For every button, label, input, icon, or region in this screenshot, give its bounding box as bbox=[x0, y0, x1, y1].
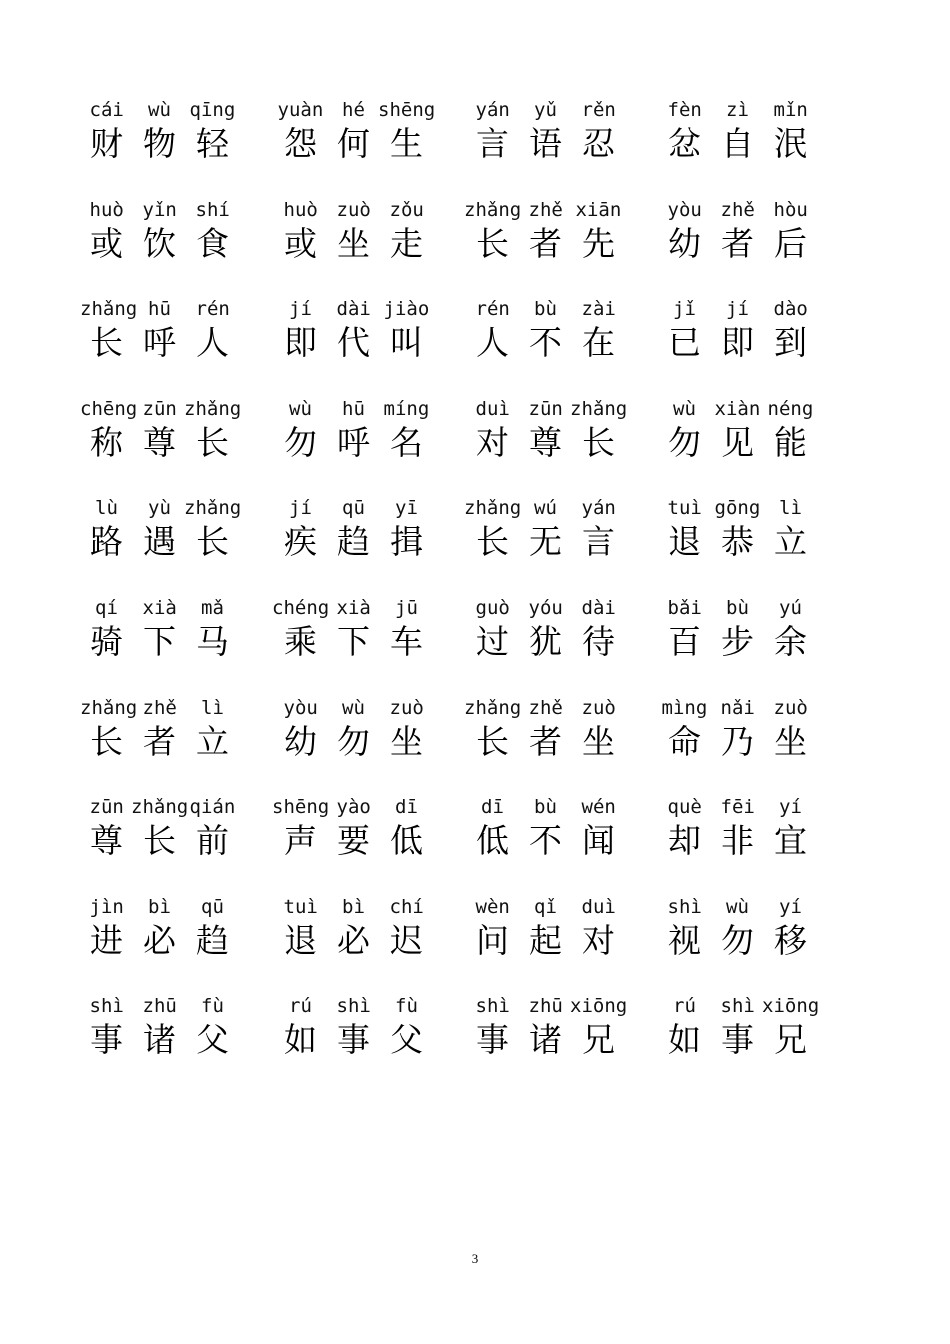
pinyin-syllable: guò bbox=[475, 597, 510, 619]
hanzi-character: 父 bbox=[196, 1020, 229, 1060]
hanzi-character: 尊 bbox=[529, 422, 562, 462]
hanzi-character: 即 bbox=[284, 323, 317, 363]
hanzi-character: 前 bbox=[196, 821, 229, 861]
hanzi-character: 路 bbox=[90, 522, 123, 562]
pinyin-syllable: zuò bbox=[581, 696, 616, 719]
hanzi-character: 却 bbox=[668, 821, 701, 861]
hanzi-character: 对 bbox=[476, 422, 509, 462]
hanzi-character: 诸 bbox=[529, 1020, 562, 1060]
pinyin-syllable: zhě bbox=[720, 198, 755, 221]
pinyin-syllable: néng bbox=[767, 397, 814, 420]
pinyin-syllable: yòu bbox=[667, 198, 702, 221]
pinyin-syllable: hé bbox=[342, 99, 365, 121]
hanzi-character: 趋 bbox=[196, 920, 229, 960]
pinyin-syllable: rú bbox=[673, 995, 696, 1018]
pinyin-syllable: chēng bbox=[80, 397, 138, 420]
pinyin-syllable: wèn bbox=[475, 895, 510, 918]
pinyin-syllable: dài bbox=[581, 597, 616, 619]
hanzi-character: 趋 bbox=[337, 522, 370, 562]
hanzi-character: 不 bbox=[529, 323, 562, 363]
hanzi-character: 宜 bbox=[774, 821, 807, 861]
hanzi-character: 兄 bbox=[582, 1020, 615, 1060]
hanzi-character: 诸 bbox=[143, 1020, 176, 1060]
hanzi-character: 坐 bbox=[774, 721, 807, 761]
verse-line bbox=[0, 198, 950, 298]
pinyin-syllable: bù bbox=[534, 298, 557, 321]
hanzi-character: 长 bbox=[476, 721, 509, 761]
hanzi-character: 事 bbox=[337, 1020, 370, 1060]
hanzi-character: 能 bbox=[774, 422, 807, 462]
hanzi-character: 乃 bbox=[721, 721, 754, 761]
pinyin-syllable: yán bbox=[581, 497, 616, 520]
pinyin-syllable: wù bbox=[726, 895, 749, 918]
pinyin-syllable: zhǎng bbox=[184, 497, 242, 520]
hanzi-character: 幼 bbox=[668, 223, 701, 263]
hanzi-character: 问 bbox=[476, 920, 509, 960]
pinyin-syllable: xiān bbox=[575, 198, 622, 221]
hanzi-character: 先 bbox=[582, 223, 615, 263]
pinyin-syllable: zhǎng bbox=[80, 298, 138, 321]
pinyin-syllable: zūn bbox=[89, 796, 124, 819]
hanzi-character: 称 bbox=[90, 422, 123, 462]
pinyin-syllable: wú bbox=[534, 497, 557, 520]
hanzi-character: 勿 bbox=[721, 920, 754, 960]
hanzi-character: 尊 bbox=[90, 821, 123, 861]
pinyin-syllable: jìn bbox=[89, 895, 124, 918]
pinyin-syllable: fèn bbox=[667, 99, 702, 121]
pinyin-syllable: qū bbox=[201, 895, 224, 918]
hanzi-character: 百 bbox=[668, 622, 701, 661]
hanzi-character: 退 bbox=[668, 522, 701, 562]
hanzi-character: 恭 bbox=[721, 522, 754, 562]
hanzi-character: 幼 bbox=[284, 721, 317, 761]
hanzi-character: 长 bbox=[476, 223, 509, 263]
hanzi-character: 人 bbox=[196, 323, 229, 363]
pinyin-syllable: yào bbox=[336, 796, 371, 819]
pinyin-syllable: shì bbox=[336, 995, 371, 1018]
hanzi-character: 或 bbox=[284, 223, 317, 263]
hanzi-character: 或 bbox=[90, 223, 123, 263]
pinyin-syllable: zhǎng bbox=[570, 397, 628, 420]
pinyin-syllable: qí bbox=[95, 597, 118, 619]
pinyin-syllable: jǐ bbox=[673, 298, 696, 321]
pinyin-syllable: xiōng bbox=[762, 995, 820, 1018]
hanzi-character: 不 bbox=[529, 821, 562, 861]
pinyin-syllable: zhǎng bbox=[131, 796, 189, 819]
hanzi-character: 者 bbox=[721, 223, 754, 263]
hanzi-character: 疾 bbox=[284, 522, 317, 562]
hanzi-character: 勿 bbox=[284, 422, 317, 462]
hanzi-character: 待 bbox=[582, 622, 615, 661]
hanzi-character: 者 bbox=[529, 223, 562, 263]
hanzi-character: 言 bbox=[582, 522, 615, 562]
pinyin-syllable: bù bbox=[534, 796, 557, 819]
pinyin-syllable: shí bbox=[195, 198, 230, 221]
hanzi-character: 视 bbox=[668, 920, 701, 960]
pinyin-syllable: zhě bbox=[528, 198, 563, 221]
pinyin-syllable: shì bbox=[475, 995, 510, 1018]
pinyin-syllable: wù bbox=[289, 397, 312, 420]
verse-line bbox=[0, 98, 950, 198]
pinyin-syllable: yù bbox=[148, 497, 171, 520]
pinyin-syllable: qū bbox=[342, 497, 365, 520]
hanzi-character: 长 bbox=[196, 422, 229, 462]
hanzi-character: 步 bbox=[721, 622, 754, 661]
pinyin-syllable: fēi bbox=[720, 796, 755, 819]
hanzi-character: 下 bbox=[337, 622, 370, 661]
pinyin-syllable: gōng bbox=[714, 497, 761, 520]
pinyin-syllable: shēng bbox=[378, 99, 436, 121]
pinyin-syllable: bì bbox=[148, 895, 171, 918]
hanzi-character: 进 bbox=[90, 920, 123, 960]
pinyin-syllable: shì bbox=[89, 995, 124, 1018]
pinyin-syllable: yòu bbox=[283, 696, 318, 719]
pinyin-syllable: dài bbox=[336, 298, 371, 321]
pinyin-syllable: wù bbox=[673, 397, 696, 420]
pinyin-syllable: dī bbox=[481, 796, 504, 819]
pinyin-syllable: qǐ bbox=[534, 895, 557, 918]
pinyin-syllable: huò bbox=[89, 198, 124, 221]
pinyin-syllable: rén bbox=[475, 298, 510, 321]
pinyin-syllable: zūn bbox=[528, 397, 563, 420]
pinyin-syllable: zì bbox=[726, 99, 749, 121]
hanzi-character: 呼 bbox=[143, 323, 176, 363]
pinyin-syllable: yí bbox=[779, 895, 802, 918]
pinyin-syllable: mìng bbox=[661, 696, 708, 719]
pinyin-syllable: lì bbox=[779, 497, 802, 520]
hanzi-character: 在 bbox=[582, 323, 615, 363]
hanzi-character: 退 bbox=[284, 920, 317, 960]
hanzi-character: 物 bbox=[143, 124, 176, 163]
pinyin-syllable: hū bbox=[342, 397, 365, 420]
hanzi-character: 事 bbox=[476, 1020, 509, 1060]
hanzi-character: 必 bbox=[143, 920, 176, 960]
pinyin-syllable: zǒu bbox=[389, 198, 424, 221]
hanzi-character: 食 bbox=[196, 223, 229, 263]
hanzi-character: 勿 bbox=[668, 422, 701, 462]
hanzi-character: 车 bbox=[390, 622, 423, 661]
hanzi-character: 饮 bbox=[143, 223, 176, 263]
hanzi-character: 立 bbox=[774, 522, 807, 562]
hanzi-character: 长 bbox=[143, 821, 176, 861]
hanzi-character: 何 bbox=[337, 124, 370, 163]
pinyin-syllable: jí bbox=[289, 298, 312, 321]
pinyin-syllable: rú bbox=[289, 995, 312, 1018]
pinyin-syllable: yuàn bbox=[277, 99, 324, 121]
pinyin-syllable: mǐn bbox=[773, 99, 808, 121]
hanzi-character: 勿 bbox=[337, 721, 370, 761]
hanzi-character: 者 bbox=[529, 721, 562, 761]
hanzi-character: 泯 bbox=[774, 124, 807, 163]
hanzi-character: 声 bbox=[284, 821, 317, 861]
pinyin-syllable: wù bbox=[148, 99, 171, 121]
hanzi-character: 代 bbox=[337, 323, 370, 363]
pinyin-syllable: duì bbox=[475, 397, 510, 420]
pinyin-syllable: zhǎng bbox=[464, 497, 522, 520]
hanzi-character: 见 bbox=[721, 422, 754, 462]
pinyin-syllable: xiōng bbox=[570, 995, 628, 1018]
hanzi-character: 如 bbox=[284, 1020, 317, 1060]
hanzi-character: 起 bbox=[529, 920, 562, 960]
pinyin-syllable: lù bbox=[95, 497, 118, 520]
pinyin-syllable: zhǎng bbox=[464, 198, 522, 221]
pinyin-syllable: rěn bbox=[581, 99, 616, 121]
pinyin-syllable: fù bbox=[201, 995, 224, 1018]
verse-line bbox=[0, 895, 950, 995]
verse-line bbox=[0, 994, 950, 1094]
hanzi-character: 言 bbox=[476, 124, 509, 163]
hanzi-character: 长 bbox=[90, 323, 123, 363]
hanzi-character: 父 bbox=[390, 1020, 423, 1060]
hanzi-character: 揖 bbox=[390, 522, 423, 562]
hanzi-character: 如 bbox=[668, 1020, 701, 1060]
pinyin-syllable: jí bbox=[726, 298, 749, 321]
pinyin-syllable: tuì bbox=[667, 497, 702, 520]
hanzi-character: 要 bbox=[337, 821, 370, 861]
hanzi-character: 余 bbox=[774, 622, 807, 661]
verse-line bbox=[0, 795, 950, 895]
hanzi-character: 移 bbox=[774, 920, 807, 960]
verse-line bbox=[0, 397, 950, 497]
pinyin-syllable: dào bbox=[773, 298, 808, 321]
hanzi-character: 走 bbox=[390, 223, 423, 263]
hanzi-character: 遇 bbox=[143, 522, 176, 562]
hanzi-character: 尊 bbox=[143, 422, 176, 462]
hanzi-character: 迟 bbox=[390, 920, 423, 960]
pinyin-syllable: chéng bbox=[272, 597, 330, 619]
hanzi-character: 对 bbox=[582, 920, 615, 960]
pinyin-syllable: wù bbox=[342, 696, 365, 719]
verse-line bbox=[0, 596, 950, 696]
pinyin-syllable: huò bbox=[283, 198, 318, 221]
hanzi-character: 忿 bbox=[668, 124, 701, 163]
pinyin-syllable: zhǎng bbox=[184, 397, 242, 420]
pinyin-syllable: hòu bbox=[773, 198, 808, 221]
pinyin-syllable: shì bbox=[667, 895, 702, 918]
pinyin-syllable: hū bbox=[148, 298, 171, 321]
hanzi-character: 已 bbox=[668, 323, 701, 363]
hanzi-character: 非 bbox=[721, 821, 754, 861]
pinyin-syllable: xiàn bbox=[714, 397, 761, 420]
hanzi-character: 长 bbox=[196, 522, 229, 562]
pinyin-syllable: qīng bbox=[189, 99, 236, 121]
pinyin-syllable: míng bbox=[383, 397, 430, 420]
pinyin-syllable: cái bbox=[89, 99, 124, 121]
hanzi-character: 犹 bbox=[529, 622, 562, 661]
hanzi-character: 低 bbox=[390, 821, 423, 861]
pinyin-syllable: zuò bbox=[773, 696, 808, 719]
pinyin-syllable: lì bbox=[201, 696, 224, 719]
hanzi-character: 乘 bbox=[284, 622, 317, 661]
pinyin-syllable: nǎi bbox=[720, 696, 755, 719]
hanzi-character: 低 bbox=[476, 821, 509, 861]
hanzi-character: 坐 bbox=[390, 721, 423, 761]
hanzi-character: 生 bbox=[390, 124, 423, 163]
hanzi-character: 马 bbox=[196, 622, 229, 661]
pinyin-syllable: yóu bbox=[528, 597, 563, 619]
hanzi-character: 名 bbox=[390, 422, 423, 462]
verse-line bbox=[0, 696, 950, 796]
pinyin-syllable: wén bbox=[581, 796, 616, 819]
hanzi-character: 骑 bbox=[90, 622, 123, 661]
hanzi-character: 坐 bbox=[582, 721, 615, 761]
pinyin-syllable: zūn bbox=[142, 397, 177, 420]
pinyin-syllable: mǎ bbox=[201, 597, 224, 619]
pinyin-syllable: shēng bbox=[272, 796, 330, 819]
hanzi-character: 人 bbox=[476, 323, 509, 363]
hanzi-character: 怨 bbox=[284, 124, 317, 163]
hanzi-character: 过 bbox=[476, 622, 509, 661]
hanzi-character: 财 bbox=[90, 124, 123, 163]
pinyin-syllable: què bbox=[667, 796, 702, 819]
pinyin-syllable: shì bbox=[720, 995, 755, 1018]
pinyin-syllable: chí bbox=[389, 895, 424, 918]
hanzi-character: 下 bbox=[143, 622, 176, 661]
pinyin-syllable: yǐn bbox=[142, 198, 177, 221]
hanzi-character: 后 bbox=[774, 223, 807, 263]
hanzi-character: 兄 bbox=[774, 1020, 807, 1060]
hanzi-character: 到 bbox=[774, 323, 807, 363]
hanzi-character: 坐 bbox=[337, 223, 370, 263]
hanzi-character: 必 bbox=[337, 920, 370, 960]
hanzi-character: 忍 bbox=[582, 124, 615, 163]
pinyin-syllable: zhě bbox=[142, 696, 177, 719]
pinyin-syllable: tuì bbox=[283, 895, 318, 918]
hanzi-character: 叫 bbox=[390, 323, 423, 363]
pinyin-syllable: zuò bbox=[336, 198, 371, 221]
pinyin-syllable: bù bbox=[726, 597, 749, 619]
pinyin-syllable: yī bbox=[395, 497, 418, 520]
pinyin-syllable: zhǎng bbox=[80, 696, 138, 719]
hanzi-character: 闻 bbox=[582, 821, 615, 861]
pinyin-syllable: jū bbox=[395, 597, 418, 619]
hanzi-character: 语 bbox=[529, 124, 562, 163]
pinyin-syllable: zhě bbox=[528, 696, 563, 719]
hanzi-character: 无 bbox=[529, 522, 562, 562]
pinyin-syllable: yú bbox=[779, 597, 802, 619]
verse-line bbox=[0, 496, 950, 596]
hanzi-character: 者 bbox=[143, 721, 176, 761]
pinyin-syllable: rén bbox=[195, 298, 230, 321]
pinyin-syllable: zài bbox=[581, 298, 616, 321]
pinyin-syllable: yǔ bbox=[534, 99, 557, 121]
hanzi-character: 立 bbox=[196, 721, 229, 761]
pinyin-syllable: duì bbox=[581, 895, 616, 918]
pinyin-syllable: zhǎng bbox=[464, 696, 522, 719]
pinyin-syllable: jí bbox=[289, 497, 312, 520]
hanzi-character: 长 bbox=[476, 522, 509, 562]
hanzi-character: 自 bbox=[721, 124, 754, 163]
pinyin-syllable: zuò bbox=[389, 696, 424, 719]
pinyin-syllable: yí bbox=[779, 796, 802, 819]
pinyin-syllable: yán bbox=[475, 99, 510, 121]
hanzi-character: 事 bbox=[90, 1020, 123, 1060]
verse-line bbox=[0, 297, 950, 397]
hanzi-character: 呼 bbox=[337, 422, 370, 462]
pinyin-syllable: zhū bbox=[528, 995, 563, 1018]
hanzi-character: 轻 bbox=[196, 124, 229, 163]
pinyin-syllable: bǎi bbox=[667, 597, 702, 619]
hanzi-character: 长 bbox=[582, 422, 615, 462]
pinyin-syllable: bì bbox=[342, 895, 365, 918]
pinyin-syllable: jiào bbox=[383, 298, 430, 321]
hanzi-character: 长 bbox=[90, 721, 123, 761]
pinyin-syllable: fù bbox=[395, 995, 418, 1018]
hanzi-character: 命 bbox=[668, 721, 701, 761]
pinyin-syllable: zhū bbox=[142, 995, 177, 1018]
hanzi-character: 事 bbox=[721, 1020, 754, 1060]
page-number: 3 bbox=[471, 1251, 479, 1266]
pinyin-syllable: xià bbox=[336, 597, 371, 619]
pinyin-syllable: xià bbox=[142, 597, 177, 619]
hanzi-character: 即 bbox=[721, 323, 754, 363]
pinyin-syllable: dī bbox=[395, 796, 418, 819]
pinyin-syllable: qián bbox=[189, 796, 236, 819]
